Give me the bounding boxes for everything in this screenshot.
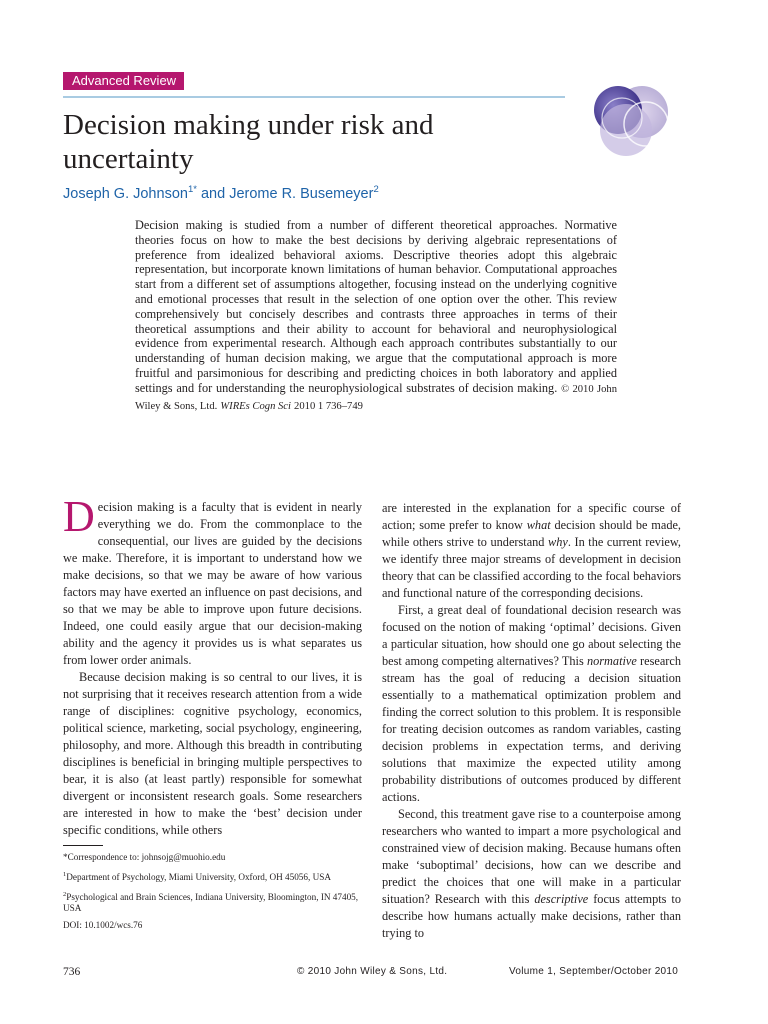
body-paragraph: Decision making is a faculty that is evident in nearly everything we do. From the commonplace to the consequential, our lives are guided by the decisions we make. Therefore, it is important to understand how we make decisions, so that we may be aware of how various factors may have exerted an influence on past decisions, and so that we may be able to improve upon future decisions. Indeed, one could easily argue that our decision-making ability and the agency it provides us is what separates us from lower order animals. (63, 492, 362, 667)
footer-copyright: © 2010 John Wiley & Sons, Ltd. (297, 966, 448, 977)
footnotes (63, 852, 363, 937)
body-paragraph: are interested in the explanation for a specific course of action; some prefer to know what decision should be made, while others strive to understand why. In the current review, we identify three major streams of development in decision theory that can be classified according to the focal behaviors and functional nature of the corresponding decisions. (382, 501, 681, 600)
body-column-right (382, 500, 681, 942)
drop-cap: D (63, 492, 95, 541)
body-paragraph: Second, this treatment gave rise to a counterpoise among researchers who wanted to impart a more psychological and constrained view of decision making. Because humans often make ‘suboptimal’ decisions, how can we describe and predict the choices that one will make in a particular situation? Research with this descriptive focus attempts to describe how humans actually make decisions, rather than trying to (382, 807, 681, 940)
abstract-text: Decision making is studied from a number of different theoretical approaches. Normative theories focus on how to make the best decisions by deriving algebraic representations of preference from idealized behavioral axioms. Descriptive theories adopt this algebraic representation, but incorporate known limitations of human behavior. Computational approaches start from a different set of assumptions altogether, focusing instead on the underlying cognitive and emotional processes that result in the selection of one option over the other. This review comprehensively but concisely describes and contrasts three approaches in terms of their theoretical assumptions and their ability to account for behavioral and neurophysiological evidence from experimental research. Although each approach contributes substantially to our understanding of human decision making, we argue that the computational approach is more fruitful and parsimonious for describing and predicting choices in both laboratory and applied settings and for understanding the neurophysiological substrates of decision making. (135, 218, 617, 395)
affiliation-note: $^1$Department of Psychology, Miami University, Oxford, OH 45056, USA (63, 871, 331, 883)
doi-note[interactable]: DOI: 10.1002/wcs.76 (63, 920, 143, 931)
footnote-rule (63, 845, 103, 846)
author-affiliation-mark: 2 (373, 184, 379, 195)
author-line (63, 184, 563, 202)
author-name[interactable]: Jerome R. Busemeyer (229, 185, 374, 202)
correspondence-note[interactable]: *Correspondence to: johnsojg@muohio.edu (63, 852, 226, 862)
citation-ref: 2010 1 736–749 (294, 400, 363, 412)
journal-logo (582, 82, 690, 160)
page-number: 736 (63, 966, 81, 978)
body-paragraph: First, a great deal of foundational decision research was focused on the notion of making ‘optimal’ decisions. Given a particular situation, how should one go about selecting the best among competing alternatives? This normative research stream has the goal of reducing a decision situation essentially to a mathematical optimization problem and finding the correct solution to this problem. It is responsible for treating decision outcomes as random variables, casting decision problems in expectation terms, and deriving solutions that maximize the expected utility among probability distributions of outcomes produced by different actions. (382, 603, 682, 804)
header-rule (63, 96, 565, 98)
article-title: Decision making under risk and uncertainty (63, 109, 434, 175)
footer-volume: Volume 1, September/October 2010 (509, 966, 679, 977)
abstract-copyright: © 2010 John Wiley & Sons, Ltd. (135, 383, 618, 412)
author-affiliation-mark: 1* (187, 184, 197, 195)
body-paragraph: Because decision making is so central to our lives, it is not surprising that it receives research attention from a wide range of disciplines: cognitive psychology, economics, political science, marketing, social psychology, engineering, philosophy, and more. Although this breadth in contributing disciplines is beneficial in bringing multiple perspectives to bear, it is also (at least partly) responsible for somewhat divergent or inconsistent research goals. Some researchers are interested in how to make the ‘best’ decision under specific conditions, while others (63, 670, 362, 837)
article-type-badge: Advanced Review (63, 72, 184, 90)
author-name[interactable]: Joseph G. Johnson (63, 185, 188, 202)
body-column-left (63, 492, 362, 839)
author-conjunction: and (196, 185, 230, 202)
affiliation-note: $^2$Psychological and Brain Sciences, Indiana University, Bloomington, IN 47405, USA (63, 891, 359, 914)
journal-abbrev: WIREs Cogn Sci (220, 400, 291, 412)
abstract (135, 218, 617, 414)
